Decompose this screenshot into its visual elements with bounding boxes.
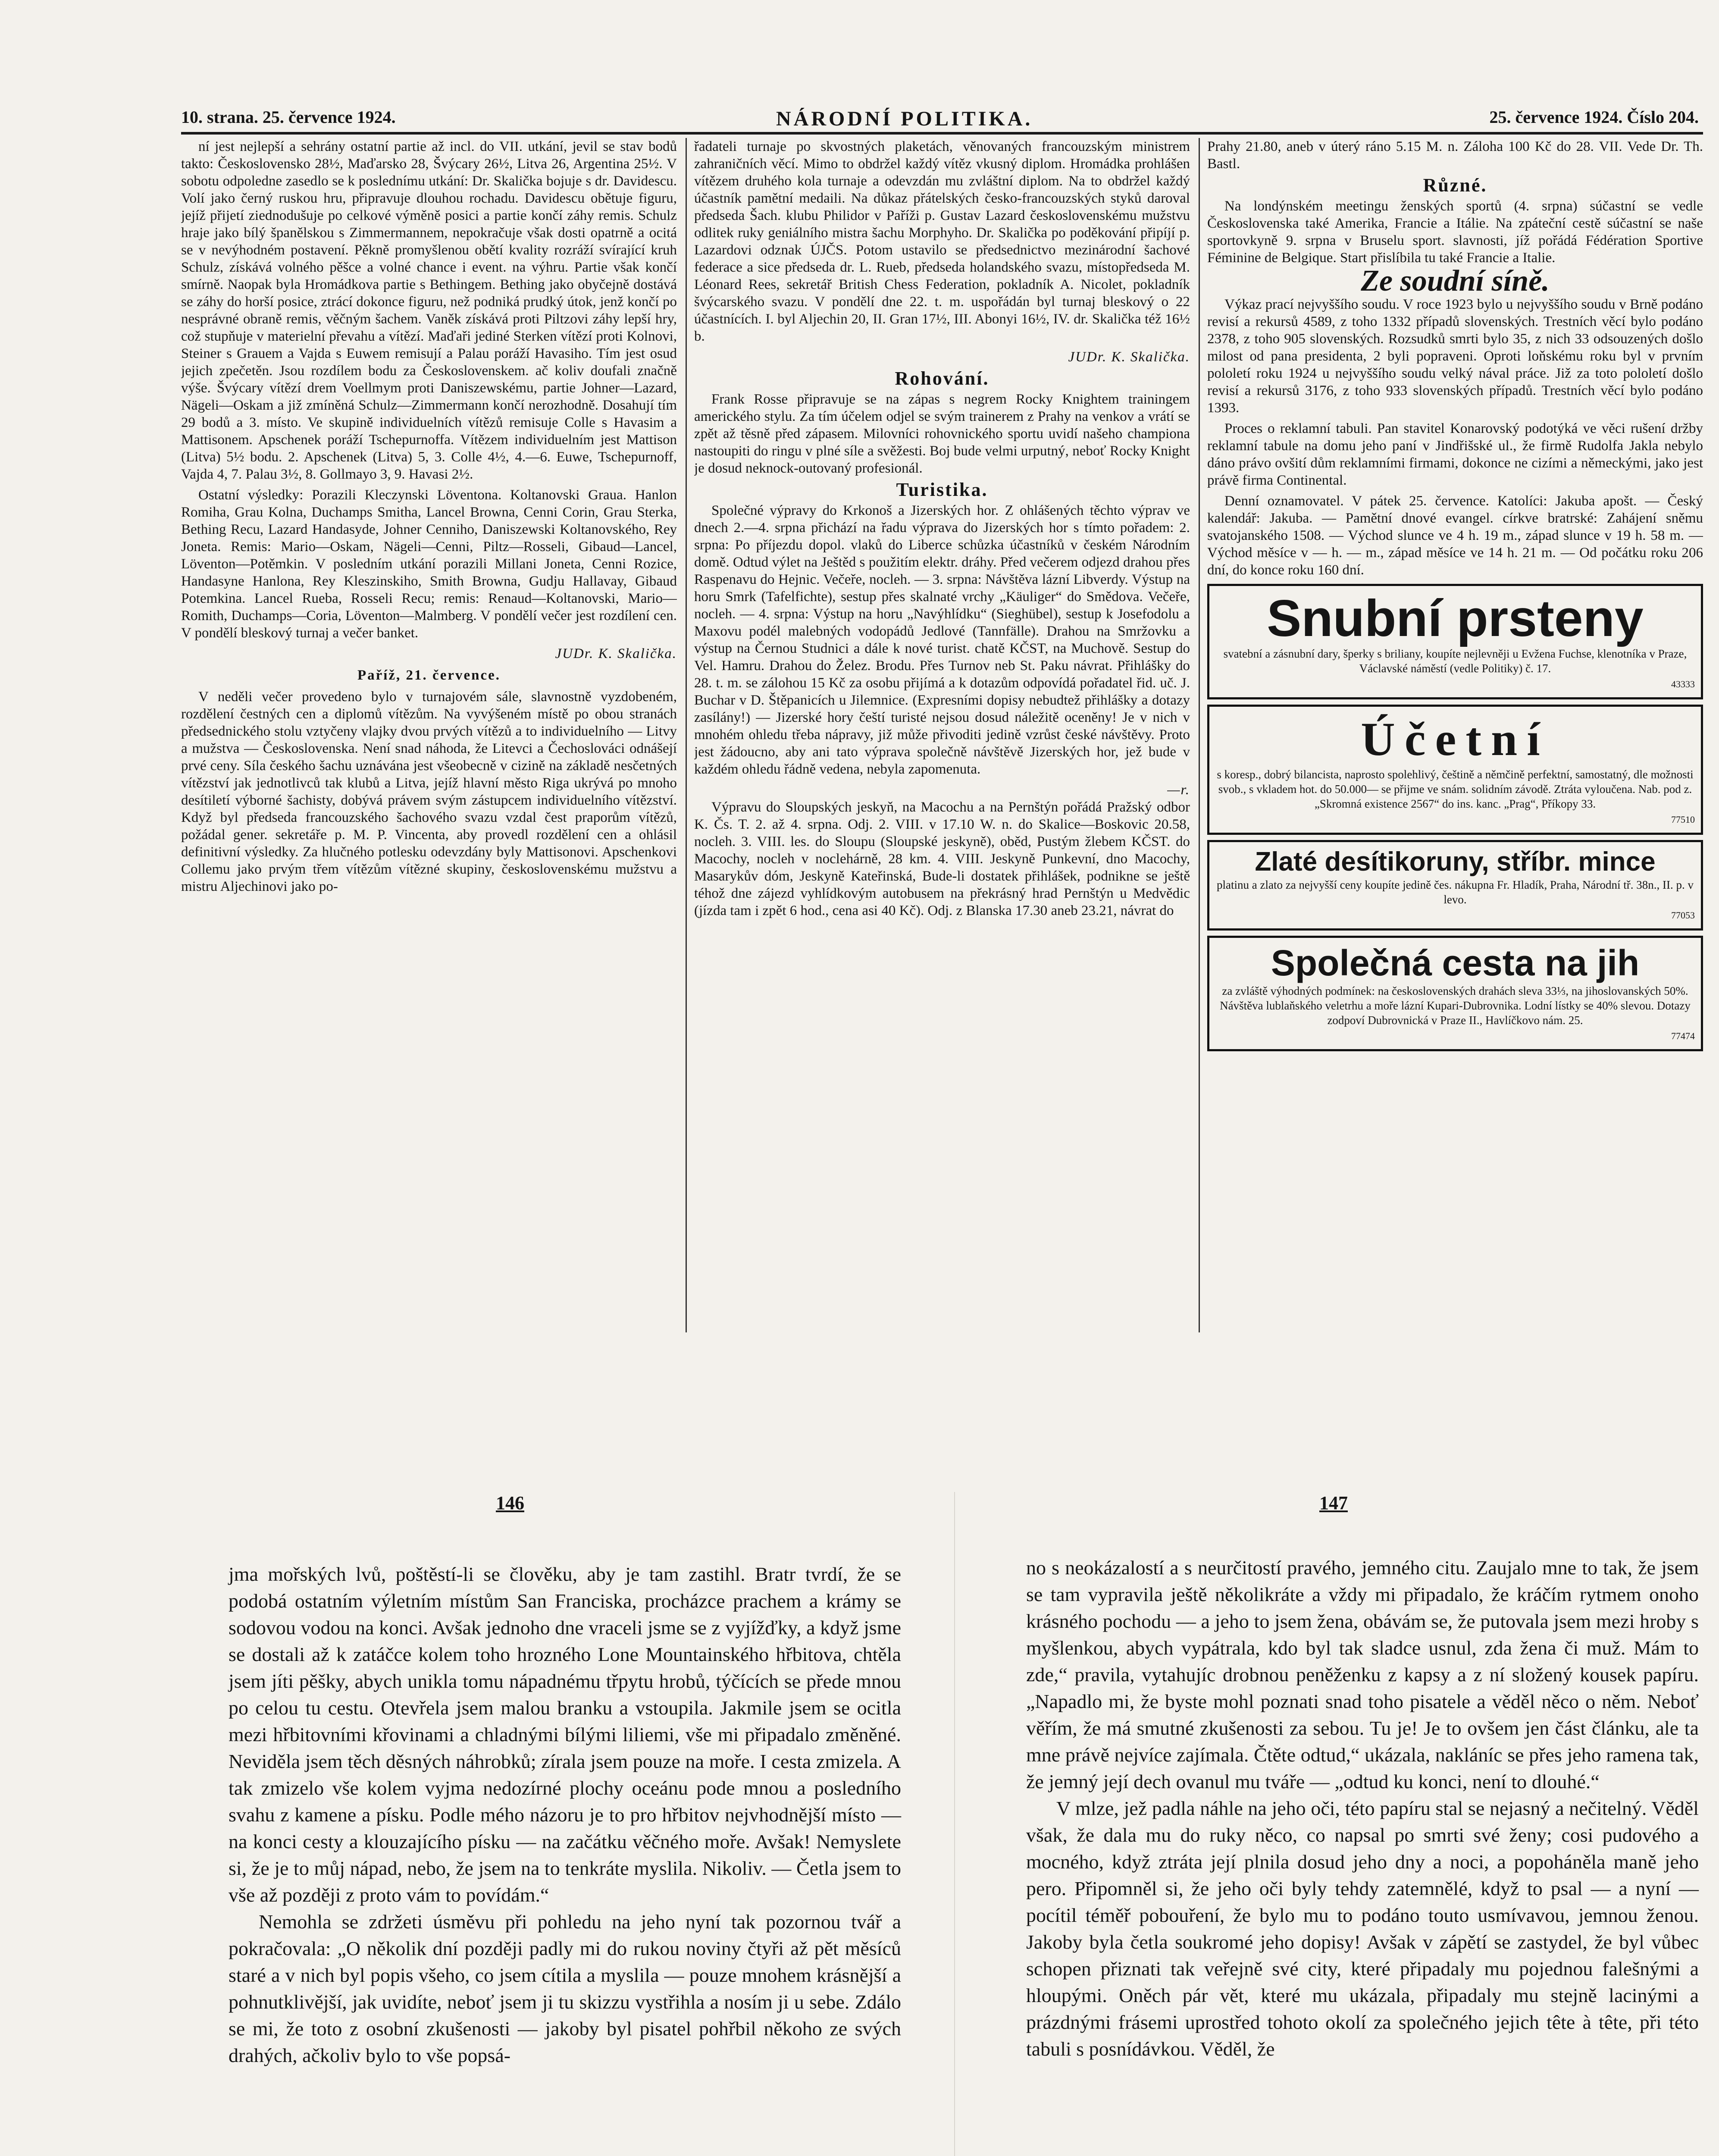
column-divider [1199,138,1200,1332]
section-heading-court: Ze soudní síně. [1361,264,1550,298]
chess-paragraph: ní jest nejlepší a sehrány ostatní partie až incl. do VII. utkání, jevil se stav bodů takto: Československo 28½, Maďarsko 28, Švýcary 26½, Litva 26, Argentina 25½. V sobotu odpoledne zasedlo se k poslednímu utkání: Dr. Skalička bojuje s dr. Davidescu. Volí jako černý ruskou hru, připravuje dlouhou rochadu. Davidescu obětuje figuru, jejíž přijetí ziednodušuje po celkové výměně posici a partie končí záhy remis. Schulz hraje jako bílý španělskou s Zimmermannem, nepokračuje však dosti opatrně a ocitá se v nevýhodném postavení. Pěkně promyšlenou obětí kvality rozráží svírající kruh Schulz, získává volného pěšce a volné chance i event. na výhru. Partie však končí smírně. Naopak byla Hromádkova partie s Bethingem. Bething jako obyčejně dostává se záhy do horší posice, ztrácí dokonce figuru, než podniká prudký útok, jenž končí po nesprávné obraně remis, věčným šachem. Vaněk získává proti Piltzovi záhy lepší hry, což stupňuje v materielní převahu a vítězí. Maďaři jediné Sterken vítězí proti Kolnovi, Steiner s Grauem a Vajda s Euwem remisují a Palau poráží Havasiho. Tím jest osud jejich zpečetěn. Jsou rozdílem bodu za Československem. ač koliv doufali značně výše. Švýcary vítězí drem Voellmym proti Daniszewskému, partie Johner—Lazard, Nägeli—Oskam a již zmíněná Schulz—Zimmermann končí nerozhodně. Dosahují tím 29 bodů a 3. místo. Ve skupině individuelních vítězů remisuje Colle s Havasim a Mattisonem. Apschenek poráží Tschepurnoffa. Vítězem individuelním jest Mattison (Litva) 5½ bodu. 2. Apschenek (Litva) 5, 3. Colle 4½, 4.—6. Euwe, Tschepurnoff, Vajda 4, 7. Palau 3½, 8. Gollmayo 3, 9. Havasi 2½. [181,139,677,482]
author-signature: JUDr. K. Skalička. [1068,349,1190,365]
chess-paragraph: V neděli večer provedeno bylo v turnajovém sále, slavnostně vyzdobeném, rozdělení čestných cen a diplomů vítězům. Na vyvýšeném místě po obou stranách předsednického stolu vztyčeny vlajky dvou prvých vítězů a to individuelního — Litvy a mužstva — Československa. Není snad náhoda, že Litevci a Čechoslováci odnášejí prvé ceny. Síla českého šachu uznávána jest všeobecně v cizině na základě nesčetných vítězství jak jednotlivců tak klubů a Litva, jejíž hlavní město Riga ukrývá po mnoho desítiletí výborné šachisty, dobývá právem svým zástupcem individuelního vítězství. Když byl předseda francouzského šachového svazu vzdal čest praporům vítězů, požádal gener. sekretáře p. M. P. Vincenta, aby provedl rozdělení cen a ohlásil definitivní výsledky. Za hlučného potlesku odevzdány byly Mattisonovi. Apschenkovi Collemu jako prvým třem vítězům vítězné skupiny, československému mužstvu a mistru Aljechinovi jako po- [181,689,677,894]
book-paragraph: Nemohla se zdržeti úsměvu při pohledu na jeho nyní tak pozornou tvář a pokračovala: „O několik dní později padly mi do rukou noviny čtyři až pět měsíců staré a v nich byl popis všeho, co jsem cítila a myslila — pouze mnohem krásnější a pohnutklivější, jak uvidíte, neboť jsem ji tu skizzu vystřihla a nosím ji u sebe. Zdálo se mi, že toto z osobní zkušenosti — jakoby byl pisatel pohřbil někoho ze svých drahých, ačkoliv bylo to vše popsá- [229,1911,901,2066]
boxing-paragraph: Frank Rosse připravuje se na zápas s negrem Rocky Knightem trainingem amerického stylu. Za tím účelem odjel se svým trainerem z Prahy na venkov a vrátí se zpět až těsně před zápasem. Milovníci rohovnického sportu uvidí našeho championa nastoupiti do ringu v plné síle a svěžesti. Boj bude velmi urputný, neboť Rocky Knight je dosud neknock-outovaný profesionál. [694,392,1190,476]
book-page-left [229,1561,901,2069]
page-number-right: 147 [1319,1492,1348,1514]
column-sport [694,138,1190,1337]
header-masthead: NÁRODNÍ POLITIKA. [776,107,1033,130]
advertisement-rings [1207,584,1703,699]
tourism-paragraph: Společné výpravy do Krkonoš a Jizerských hor. Z ohlášených těchto výprav ve dnech 2.—4. srpna přichází na řadu výprava do Jizerských hor s tímto pořadem: 2. srpna: Po příjezdu dopol. vlaků do Liberce schůzka účastníků v českém Národním domě. Odtud výlet na Ještěd s použitím elektr. dráhy. Před večerem odjezd drahou přes Raspenavu do Hejnic. Večeře, nocleh. — 3. srpna: Návštěva lázní Libverdy. Výstup na horu Smrk (Tafelfichte), sestup přes skalnaté vrchy „Käuliger“ do Smědova. Večeře, nocleh. — 4. srpna: Výstup na horu „Navýhlídku“ (Sieghübel), sestup k Josefodolu a Maxovu podél malebných vodopádů Jedlové (Tannfälle). Drahou na Smržovku a výstup na Černou Studnici a dále k nové turist. chatě KČST, na Muchově. Sestup do Vel. Hamru. Drahou do Želez. Brodu. Přes Turnov neb St. Paku návrat. Přihlášky do 28. t. m. se zálohou 15 Kč za osobu přijímá a k dotazům odpovídá pořadatel řid. uč. J. Buchar v D. Štěpanicích u Jilemnice. (Expresními dopisy nebudtež přihlášky a dotazy zasílány!) — Jizerské hory čeští turisté nejsou dosud náležitě oceněny! Je v nich v mnohém ohledu třeba nápravy, již může přivoditi jedině vzrůst české návštěvy. Proto jest žádoucno, aby ani tato výprava společně návštěvě Jizerských hor, jež bude v každém ohledu řádně vedena, nebyla zapomenuta. [694,503,1190,777]
book-paragraph: V mlze, jež padla náhle na jeho oči, této papíru stal se nejasný a nečitelný. Věděl však, že dala mu do ruky něco, co napsal po smrti své ženy; cosi pudového a mocného, když ztráta její plnila dosud jeho dny a noci, a popoháněla maně jeho pero. Připomněl si, že jeho oči byly tehdy zatemnělé, když to psal — a nyní — pocítil téměř pobouření, že bylo mu to podáno touto usmívavou, jemnou ženou. Jakoby byla četla soukromé jeho dopisy! Avšak v zápětí se zastydel, že byl vůbec schopen přiznati tak veřejně své city, které připadaly mu pojednou falešnými a hloupými. Oněch pár vět, které mu ukázala, připadaly mu stejně lacinými a prázdnými frásemi uprostřed tohoto okolí za společného jejich tête à tête, při této tabuli s posnídávkou. Věděl, že [1026,1797,1699,2060]
ad-text: za zvláště výhodných podmínek: na československých drahách sleva 33⅓, na jihoslovanských 50%. Návštěva lublaňského veletrhu a moře lázní Kupari-Dubrovnika. Lodní lístky se 40% slevou. Dotazy zodpoví Dubrovnická v Praze II., Havlíčkovo nám. 25. [1220,984,1691,1027]
tourism-paragraph: Prahy 21.80, aneb v úterý ráno 5.15 M. n. Záloha 100 Kč do 28. VII. Vede Dr. Th. Bastl. [1207,139,1703,172]
page-fold [954,1492,955,2156]
book-paragraph: no s neokázalostí a s neurčitostí pravého, jemného citu. Zaujalo mne to tak, že jsem se tam vypravila ještě několikráte a vždy mi připadalo, že kráčím rytmem onoho krásného pochodu — a jeho to jsem žena, obávám se, že putovala jsem mezi hroby s myšlenkou, abych vypátrala, kdo byl tak sladce usnul, zda žena či muž. Mám to zde,“ pravila, vytahujíc drobnou peněženku z kapsy a z ní složený kousek papíru. „Napadlo mi, že byste mohl poznati snad toho pisatele a věděl něco o něm. Neboť věřím, že má smutné zkušenosti za sebou. Tu je! Je to ovšem jen část článku, ale ta mne právě nejvíce zajímala. Čtěte odtud,“ ukázala, nakláníc se přes jeho ramena tak, že jemný její dech ovanul mu tváře — „odtud ku konci, není to dlouhé.“ [1026,1557,1699,1792]
book-spread [181,1492,1703,2156]
author-signature: JUDr. K. Skalička. [555,646,677,661]
page-number-left: 146 [496,1492,524,1514]
ad-reference: 77053 [1671,910,1695,921]
chess-paragraph: Ostatní výsledky: Porazili Kleczynski Löventona. Koltanovski Graua. Hanlon Romiha, Grau Kolna, Duchamps Smitha, Lancel Browna, Cenni Corin, Grau Sterka, Bething Recu, Lazard Handasyde, Johner Cenniho, Daniszewski Koltanovského, Rey Joneta. Remis: Mario—Oskam, Nägeli—Cenni, Piltz—Rosseli, Gibaud—Lancel, Löventon—Potěmkin. V posledním utkání porazili Millani Joneta, Cenni Rozice, Handasyne Hanlona, Rey Kleszinskiho, Smith Browna, Gudju Hallavay, Gibaud Potemkina. Lancel Rueba, Rosseli Recu; remis: Renaud—Koltanovski, Mario—Romith, Duchamps—Coria, Löventon—Malmberg. V pondělí večer jest rozdílení cen. V pondělí bleskový turnaj a večer banket. [181,487,677,641]
misc-paragraph: Na londýnském meetingu ženských sportů (4. srpna) súčastní se vedle Československa také Amerika, Francie a Itálie. Na zpáteční cestě súčastní se naše sportovkyně 9. srpna v Bruselu sport. slavnosti, jíž pořádá Fédération Sportive Féminine de Belgique. Start přislíbila tu také Francie a Italie. [1207,198,1703,266]
ad-text: svatební a zásnubní dary, šperky s briliany, koupíte nejlevněji u Evžena Fuchse, klenotníka v Praze, Václavské náměstí (vedle Politiky) č. 17. [1223,647,1687,675]
column-chess [181,138,677,1337]
header-issue: 25. července 1924. Číslo 204. [1489,107,1699,127]
court-paragraph: Denní oznamovatel. V pátek 25. července. Katolíci: Jakuba apošt. — Český kalendář: Jakuba. — Pamětní dnové evangel. církve bratrské: Zahájení sněmu svatojanského 1508. — Východ slunce ve 4 h. 19 m., západ slunce v 19 h. 58 m. — Východ měsíce v — h. — m., západ měsíce ve 14 h. 21 m. — Od počátku roku 206 dní, do konce roku 160 dní. [1207,493,1703,578]
ad-reference: 77510 [1671,814,1695,825]
dateline: Paříž, 21. července. [357,667,501,683]
ad-title: Snubní prsteny [1267,589,1644,647]
column-divider [686,138,687,1332]
ad-text: s koresp., dobrý bilancista, naprosto spolehlivý, češtině a němčině perfektní, samostatný, dle možnosti svob., s vkladem hot. do 50.000— se přijme ve snám. solidním závodě. Ztráta vyloučena. Nab. pod z. „Skromná existence 2567“ do ins. kanc. „Prag“, Příkopy 33. [1217,768,1694,810]
book-paragraph: jma mořských lvů, poštěstí-li se člověku, aby je tam zastihl. Bratr tvrdí, že se podobá ostatním výletním místům San Franciska, procházce prachem a krámy se sodovou vodou na konci. Avšak jednoho dne vraceli jsme se z vyjížďky, a když jsme se dostali až k zatáčce kolem toho hrozného Lone Mountainského hřbitova, chtěla jsem jíti pěšky, abych unikla tomu nápadnému třpytu hrobů, týčících se přede mnou po celou tu cestu. Otevřela jsem malou branku a vstoupila. Jakmile jsem se ocitla mezi hřbitovními křovinami a chladnými bílými liliemi, vše mi připadalo změněné. Neviděla jsem těch děsných náhrobků; zírala jsem pouze na moře. I cesta zmizela. A tak zmizelo vše kolem vyjma nedozírné plochy oceánu pode mnou a posledního svahu z kamene a písku. Podle mého názoru je to pro hřbitov nejvhodnější místo — na konci cesty a klouzajícího písku — na začátku věčného moře. Avšak! Nemyslete si, že je to můj nápad, nebo, že jsem na to tenkráte myslila. Nikoliv. — Četla jsem to vše až později z proto vám to povídám.“ [229,1563,901,1906]
ad-text: platinu a zlato za nejvyšší ceny koupíte jedině čes. nákupna Fr. Hladík, Praha, Národní tř. 38n., II. p. v levo. [1217,878,1694,906]
chess-paragraph: řadateli turnaje po skvostných plaketách, věnovaných francouzským ministrem zahraničních věcí. Mimo to obdržel každý vítěz vkusný diplom. Hromádka prohlášen vítězem druhého kola turnaje a odevzdán mu zvláštní diplom. Na to obdržel každý účastník pamětní medaili. Na důkaz přátelských česko-francouzských styků daroval předseda Šach. klubu Philidor v Paříži p. Gustav Lazard československému mužstvu odlitek ruky geniálního mistra šachu Morphyho. Dr. Skalička po poděkování připíjí p. Lazardovi odznak ÚJČS. Potom ustavilo se předsednictvo mezinárodní šachové federace a sice předseda dr. L. Rueb, předseda holandského svazu, místopředseda M. Léonard Rees, sekretář British Chess Federation, pokladník A. Nicolet, pokladník švýcarského svazu. V pondělí dne 22. t. m. uspořádán byl turnaj bleskový o 22 účastnících. I. byl Aljechin 20, II. Gran 17½, III. Abonyi 16½, IV. dr. Skalička též 16½ b. [694,139,1190,344]
advertisement-accountant [1207,705,1703,835]
header-page-date: 10. strana. 25. července 1924. [181,107,396,127]
court-paragraph: Proces o reklamní tabuli. Pan stavitel Konarovský podotýká ve věci rušení držby reklamní tabule na domu jeho paní v Jindřišské ul., že firmě Rudolfa Jakla nebylo dáno právo ovšití dům reklamními firmami, dokonce ne cizími a německými, jako jest právě firma Continental. [1207,421,1703,488]
advertisement-coins [1207,840,1703,931]
ad-title: Účetní [1361,713,1550,765]
section-heading-boxing: Rohování. [895,368,989,389]
tourism-paragraph: Výpravu do Sloupských jeskyň, na Macochu a na Pernštýn pořádá Pražský odbor K. Čs. T. 2. až 4. srpna. Odj. 2. VIII. v 17.10 W. n. do Skalice—Boskovic 20.58, nocleh. 3. VIII. les. do Sloupu (Sloupské jeskyně), oběd, Pustým žlebem KČST. do Macochy, nocleh v noclehárně, 28 km. 4. VIII. Jeskyně Punkevní, dno Macochy, Masarykův dóm, Jeskyně Kateřinská, Bude-li dostatek přihlášek, podnikne se ještě téhož dne zájezd vyhlídkovým autobusem na překrásný hrad Pernštýn u Medvědic (jízda tam i zpět 6 hod., cena asi 40 Kč). Odj. z Blanska 17.30 aneb 23.21, návrat do [694,799,1190,918]
ad-reference: 77474 [1671,1031,1695,1041]
section-heading-misc: Různé. [1423,175,1487,196]
column-misc [1207,138,1703,1337]
book-page-right [1026,1554,1699,2062]
section-heading-tourism: Turistika. [896,479,988,500]
advertisement-trip [1207,936,1703,1051]
ad-title: Společná cesta na jih [1271,943,1640,983]
ad-title: Zlaté desítikoruny, stříbr. mince [1255,847,1656,877]
author-signature: —r. [1167,782,1190,798]
newspaper-header [181,102,1703,135]
ad-reference: 43333 [1671,679,1695,689]
court-paragraph: Výkaz prací nejvyššího soudu. V roce 1923 bylo u nejvyššího soudu v Brně podáno revisí a rekursů 4589, z toho 1332 případů slovenských. Trestních věcí bylo podáno 2378, z toho 905 slovenských. Rozsudků smrti bylo 35, z nich 33 odsouzených došlo milost od pana presidenta, 2 byli popraveni. Oproti loňskému roku byl v prvním pololetí roku 1924 u nejvyššího soudu velký nával práce. Již za toto pololetí došlo revisí a rekursů 3176, z toho 933 slovenských případů. Trestních věcí bylo podáno 1393. [1207,297,1703,416]
